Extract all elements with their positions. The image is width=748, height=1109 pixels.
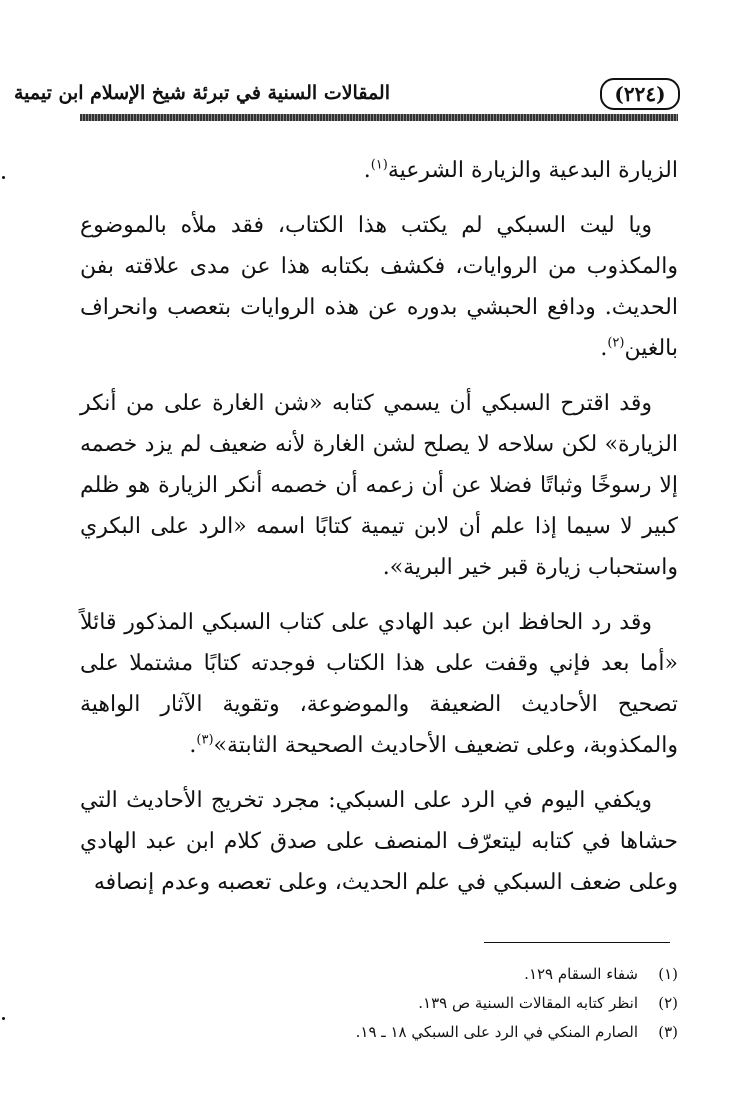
footnotes [80, 960, 678, 1047]
footnote-text: شفاء السقام ١٢٩. [524, 965, 638, 983]
paragraph-4: وقد رد الحافظ ابن عبد الهادي على كتاب السبكي المذكور قائلاً «أما بعد فإني وقفت على هذا الكتاب فوجدته كتابًا مشتملا على تصحيح الأحاديث الضعيفة والموضوعة، وتقوية الآثار الواهية والمكذوبة، وعلى تضعيف الأحاديث الصحيحة الثابتة»$^{(٣)}$. [80, 610, 678, 758]
footnote-1 [80, 960, 678, 989]
footnote-2 [80, 989, 678, 1018]
footnote-number: (٢) [658, 994, 678, 1012]
scan-speck [2, 1017, 5, 1020]
footnote-number: (١) [658, 965, 678, 983]
running-title: المقالات السنية في تبرئة شيخ الإسلام ابن تيمية [13, 82, 390, 104]
page-header [13, 72, 680, 112]
paragraph-3: وقد اقترح السبكي أن يسمي كتابه «شن الغارة على من أنكر الزيارة» لكن سلاحه لا يصلح لشن الغارة لأنه ضعيف لم يزد خصمه إلا رسوخًا وثباتًا فضلا عن أن زعمه أن خصمه أنكر الزيارة هو ظلم كبير لا سيما إذا علم أن لابن تيمية كتابًا اسمه «الرد على البكري واستحباب زيارة قبر خير البرية». [80, 391, 678, 580]
footnote-3 [80, 1018, 678, 1047]
footnote-text: انظر كتابه المقالات السنية ص ١٣٩. [418, 994, 638, 1012]
page-number: (٢٢٤) [600, 78, 680, 110]
footnote-number: (٣) [658, 1023, 678, 1041]
scan-speck [2, 176, 5, 179]
paragraph-2: ويا ليت السبكي لم يكتب هذا الكتاب، فقد ملأه بالموضوع والمكذوب من الروايات، فكشف بكتابه هذا عن مدى علاقته بفن الحديث. ودافع الحبشي بدوره عن هذه الروايات بتعصب وانحراف بالغين$^{(٢)}$. [80, 213, 678, 361]
paragraph-1: الزيارة البدعية والزيارة الشرعية$^{(١)}$. [363, 157, 678, 183]
footnote-text: الصارم المنكي في الرد على السبكي ١٨ ـ ١٩. [355, 1023, 638, 1041]
footnote-ref-1[interactable]: (١) [370, 157, 388, 173]
footnote-ref-3[interactable]: (٣) [196, 732, 214, 748]
body-text [80, 150, 678, 917]
header-rule [80, 114, 678, 121]
footnote-separator [484, 942, 670, 943]
paragraph-5: ويكفي اليوم في الرد على السبكي: مجرد تخريج الأحاديث التي حشاها في كتابه ليتعرّف المنصف على صدق كلام ابن عبد الهادي وعلى ضعف السبكي في علم الحديث، وعلى تعصبه وعدم إنصافه [80, 788, 678, 895]
footnote-ref-2[interactable]: (٢) [607, 335, 625, 351]
